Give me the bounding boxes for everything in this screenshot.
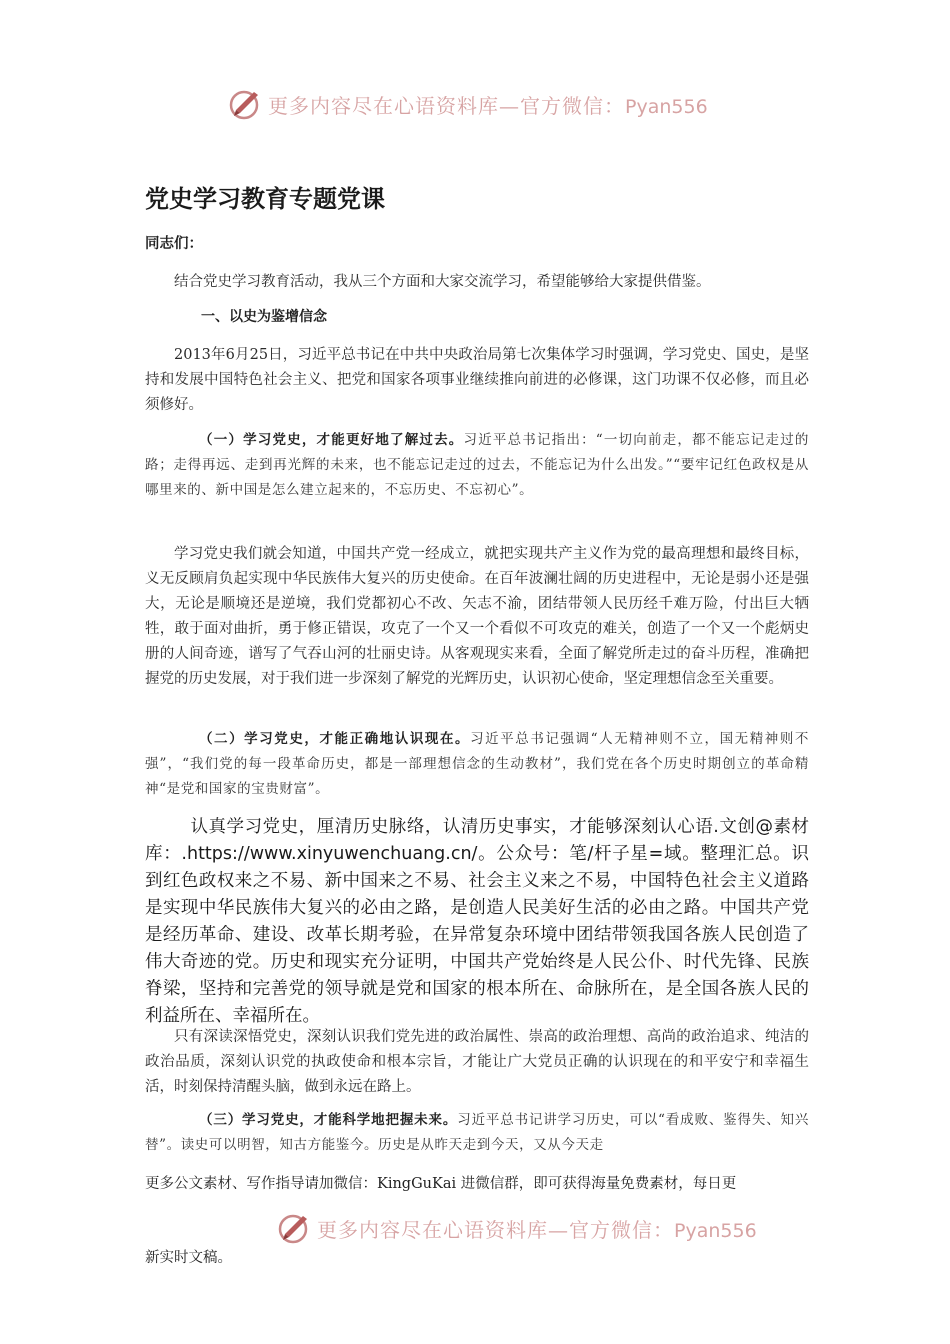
paragraph-history: 学习党史我们就会知道，中国共产党一经成立，就把实现共产主义作为党的最高理想和最终目标，义无反顾肩负起实现中华民族伟大复兴的历史使命。在百年波澜壮阔的历史进程中，无论是弱小还是强大，无论是顺境还是逆境，我们党都初心不改、矢志不渝，团结带领人民历经千难万险，付出巨大牺牲，敢于面对曲折，勇于修正错误，攻克了一个又一个看似不可攻克的难关，创造了一个又一个彪炳史册的人间奇迹，谱写了气吞山河的壮丽史诗。从客观现实来看，全面了解党所走过的奋斗历程，准确把握党的历史发展，对于我们进一步深刻了解党的光辉历史，认识初心使命，坚定理想信念至关重要。 — [145, 546, 809, 687]
intro-block — [145, 270, 809, 295]
subsection-3-text: 习近平总书记讲学习历史，可以“看成败、鉴得失、知兴替”。读史可以明智，知古方能鉴今。历史是从昨天走到今天，又从今天走 — [145, 1112, 809, 1153]
sub3-block — [145, 1108, 809, 1158]
pen-logo-icon — [228, 86, 264, 122]
para-2013-block — [145, 343, 809, 418]
footer-promo-line: 更多公文素材、写作指导请加微信：KingGuKai 进微信群，即可获得海量免费素材，每日更 — [145, 1176, 737, 1192]
greeting-block — [145, 232, 809, 253]
subsection-1 — [145, 428, 809, 503]
footer-block-1 — [145, 1172, 809, 1193]
subsection-2-title: （二）学习党史，才能正确地认识现在。 — [199, 731, 471, 747]
section1-block — [145, 306, 809, 326]
subsection-2-text: 习近平总书记强调“人无精神则不立，国无精神则不强”，“我们党的每一段革命历史，都是一部理想信念的生动教材”，我们党在各个历史时期创立的革命精神“是党和国家的宝贵财富”。 — [145, 731, 809, 797]
page-title: 党史学习教育专题党课 — [145, 185, 385, 213]
intro-paragraph: 结合党史学习教育活动，我从三个方面和大家交流学习，希望能够给大家提供借鉴。 — [174, 274, 711, 290]
paragraph-only: 只有深读深悟党史，深刻认识我们党先进的政治属性、崇高的政治理想、高尚的政治追求、纯洁的政治品质，深刻认识党的执政使命和根本宗旨，才能让广大党员正确的认识现在的和平安宁和幸福生活，时刻保持清醒头脑，做到永远在路上。 — [145, 1029, 809, 1095]
subsection-3 — [145, 1108, 809, 1158]
subsection-1-text: 习近平总书记指出：“一切向前走，都不能忘记走过的路；走得再远、走到再光辉的未来，也不能忘记走过的过去，不能忘记为什么出发。”“要牢记红色政权是从哪里来的、新中国是怎么建立起来的，不忘历史、不忘初心”。 — [145, 432, 809, 498]
history-block — [145, 542, 809, 692]
watermark-text: 更多内容尽在心语资料库—官方微信：Pyan556 — [317, 1217, 757, 1242]
footer-block-2 — [145, 1246, 809, 1267]
watermark-bottom — [277, 1210, 757, 1246]
sub2-block — [145, 727, 809, 802]
watermark-text: 更多内容尽在心语资料库—官方微信：Pyan556 — [268, 93, 708, 118]
subsection-3-title: （三）学习党史，才能科学地把握未来。 — [199, 1112, 458, 1128]
paragraph-large: 认真学习党史，厘清历史脉络，认清历史事实，才能够深刻认心语.文创@素材库：.https://www.xinyuwenchuang.cn/。公众号：笔/杆子星=域。整理汇总。识到红色政权来之不易、新中国来之不易、社会主义来之不易，中国特色社会主义道路是实现中华民族伟大复兴的必由之路，是创造人民美好生活的必由之路。中国共产党是经历革命、建设、改革长期考验，在异常复杂环境中团结带领我国各族人民创造了伟大奇迹的党。历史和现实充分证明，中国共产党始终是人民公仆、时代先锋、民族脊梁，坚持和完善党的领导就是党和国家的根本所在、命脉所在，是全国各族人民的利益所在、幸福所在。 — [145, 817, 809, 1026]
subsection-1-title: （一）学习党史，才能更好地了解过去。 — [199, 432, 464, 448]
greeting: 同志们： — [145, 235, 203, 252]
watermark-top — [228, 86, 708, 122]
big-block — [145, 814, 809, 1030]
section-heading: 一、以史为鉴增信念 — [201, 309, 327, 325]
pen-logo-icon — [277, 1210, 313, 1246]
sub1-block — [145, 428, 809, 503]
subsection-2 — [145, 727, 809, 802]
only-block — [145, 1025, 809, 1100]
paragraph-2013: 2013年6月25日，习近平总书记在中共中央政治局第七次集体学习时强调，学习党史、国史，是坚持和发展中国特色社会主义、把党和国家各项事业继续推向前进的必修课，这门功课不仅必修，而且必须修好。 — [145, 347, 809, 413]
footer-promo-line-end: 新实时文稿。 — [145, 1250, 232, 1266]
